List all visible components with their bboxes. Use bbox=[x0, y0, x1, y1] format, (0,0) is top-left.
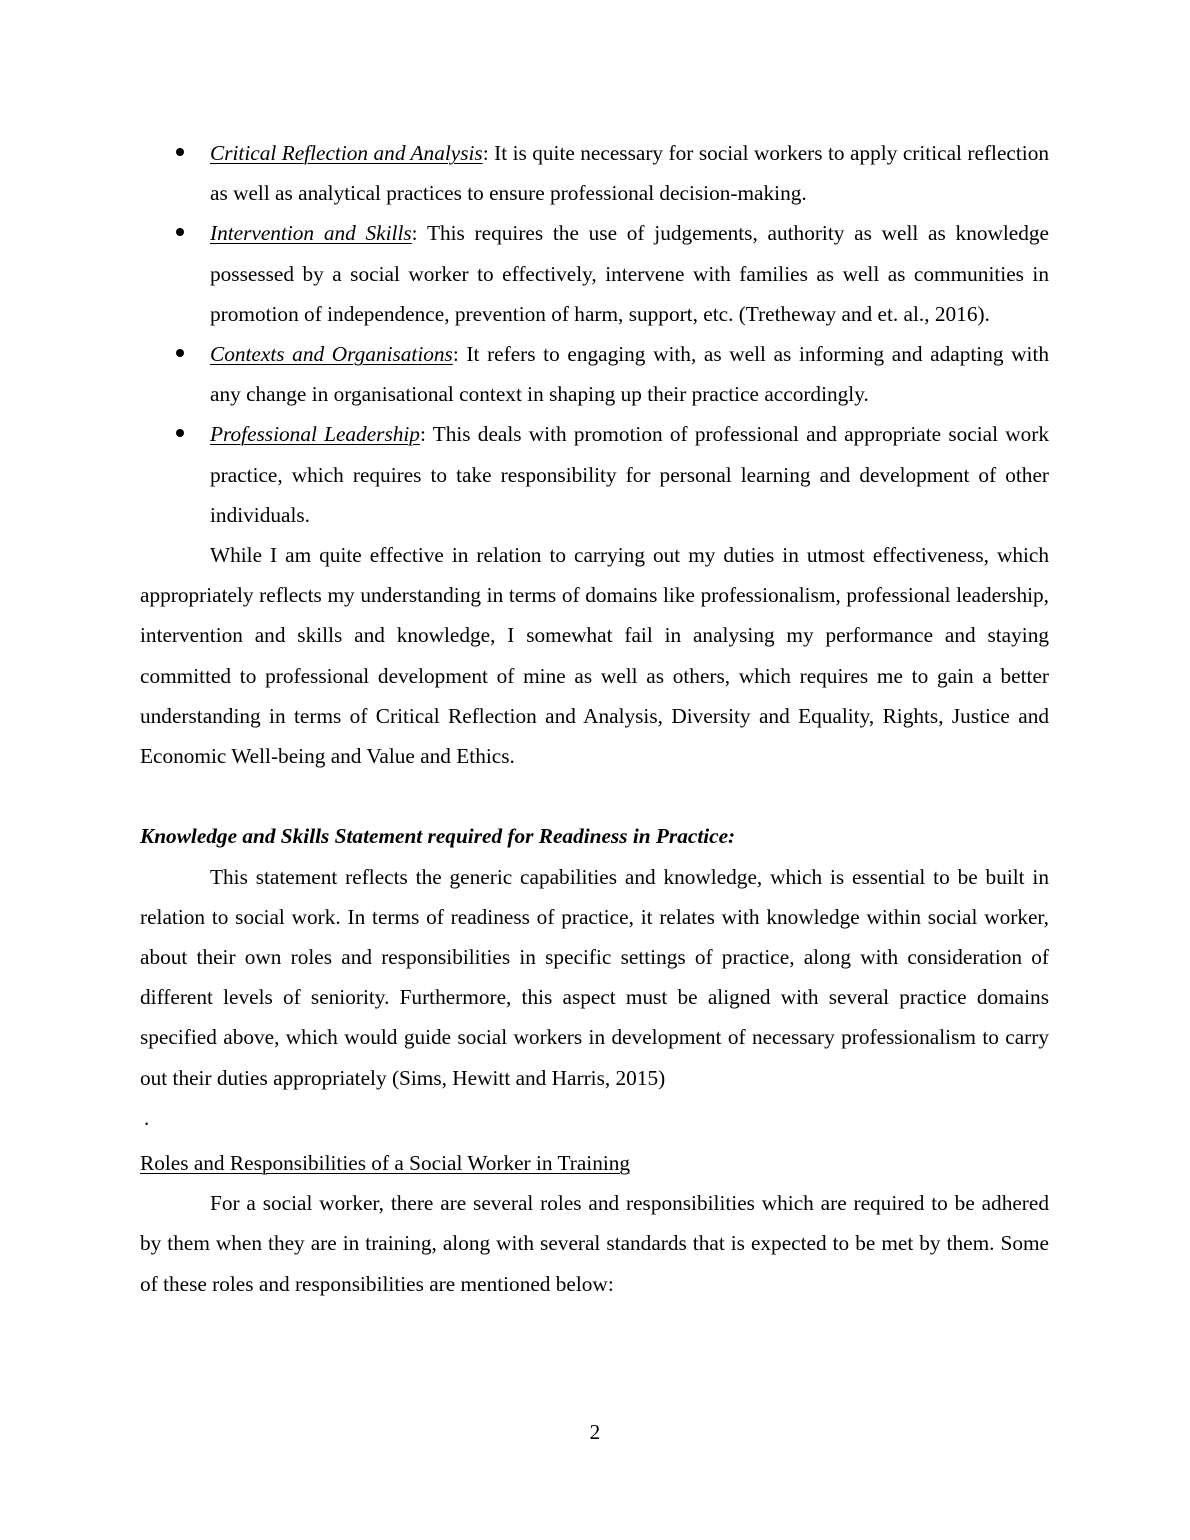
list-item bbox=[140, 133, 1049, 213]
bullet-term: Critical Reflection and Analysis bbox=[210, 141, 483, 165]
trailing-period: . bbox=[144, 1105, 150, 1130]
bullet-term: Contexts and Organisations bbox=[210, 342, 453, 367]
bullet-text: : It refers to engaging with, as well as informing and adapting with any change in organisational context in shaping up their practice accordingly. bbox=[210, 342, 1050, 407]
bullet-term: Intervention and Skills bbox=[210, 221, 412, 246]
sub-heading: Roles and Responsibilities of a Social Worker in Training bbox=[140, 1151, 631, 1176]
bullet-text: : This deals with promotion of professional and appropriate social work practice, which requires to take responsibility for personal learning and development of other individuals. bbox=[210, 422, 1049, 527]
section-heading: Knowledge and Skills Statement required for Readiness in Practice: bbox=[140, 824, 736, 849]
body-paragraph: This statement reflects the generic capabilities and knowledge, which is essential to be built in relation to social work. In terms of readiness of practice, it relates with knowledge within social worker, about their own roles and responsibilities in specific settings of practice, along with consideration of different levels of seniority. Furthermore, this aspect must be aligned with several practice domains specified above, which would guide social workers in development of necessary professionalism to carry out their duties appropriately (Sims, Hewitt and Harris, 2015) bbox=[140, 864, 1049, 1090]
bullet-icon bbox=[176, 228, 184, 236]
bullet-text: : It is quite necessary for social workers to apply critical reflection as well as analytical practices to ensure professional decision-making. bbox=[210, 141, 1049, 206]
domain-bullet-list bbox=[140, 133, 1049, 535]
list-item bbox=[140, 334, 1049, 414]
list-item bbox=[140, 414, 1049, 535]
bullet-icon bbox=[176, 429, 184, 437]
body-paragraph: While I am quite effective in relation to carrying out my duties in utmost effectiveness, which appropriately reflects my understanding in terms of domains like professionalism, professional leadership, intervention and skills and knowledge, I somewhat fail in analysing my performance and staying committed to professional development of mine as well as others, which requires me to gain a better understanding in terms of Critical Reflection and Analysis, Diversity and Equality, Rights, Justice and Economic Well-being and Value and Ethics. bbox=[140, 543, 1049, 769]
bullet-text: : This requires the use of judgements, authority as well as knowledge possessed by a social worker to effectively, intervene with families as well as communities in promotion of independence, prevention of harm, support, etc. (Tretheway and et. al., 2016). bbox=[210, 221, 1049, 326]
blank-line bbox=[140, 776, 1049, 816]
bullet-icon bbox=[176, 349, 184, 357]
body-paragraph: For a social worker, there are several roles and responsibilities which are required to be adhered by them when they are in training, along with several standards that is expected to be met by them. Some of these roles and responsibilities are mentioned below: bbox=[140, 1191, 1049, 1296]
bullet-term: Professional Leadership bbox=[210, 422, 420, 447]
document-page bbox=[140, 133, 1049, 1304]
page-number: 2 bbox=[589, 1420, 601, 1444]
bullet-icon bbox=[176, 148, 184, 156]
list-item bbox=[140, 213, 1049, 334]
